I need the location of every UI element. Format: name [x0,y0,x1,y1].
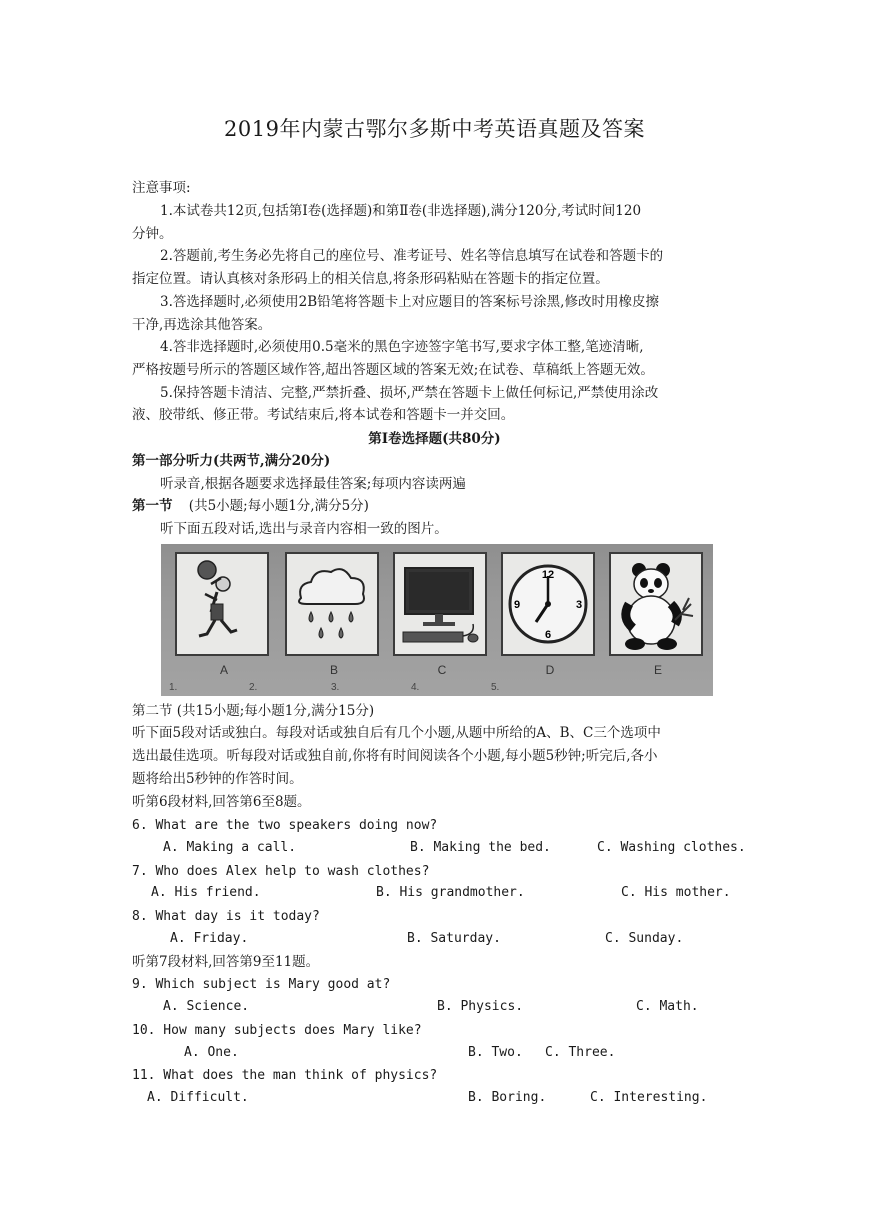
answer-blank: 1. [169,682,178,693]
question-stem: 11. What does the man think of physics? [132,1068,438,1083]
option-a: A. His friend. [151,885,261,900]
question-stem: 7. Who does Alex help to wash clothes? [132,864,430,879]
picture-panel-b [285,552,379,656]
section-instruction-line: 听下面5段对话或独白。每段对话或独自后有几个小题,从题中所给的A、B、C三个选项中 [132,725,661,741]
option-c: C. His mother. [621,885,731,900]
option-c: C. Interesting. [590,1090,708,1105]
notice-line: 4.答非选择题时,必须使用0.5毫米的黑色字迹签字笔书写,要求字体工整,笔迹清晰, [160,339,644,355]
svg-text:6: 6 [544,629,552,641]
option-b: B. Saturday. [407,931,501,946]
option-c: C. Washing clothes. [597,840,746,855]
notice-line: 分钟。 [132,226,173,242]
page-title: 2019年内蒙古鄂尔多斯中考英语真题及答案 [224,117,645,141]
notice-line: 2.答题前,考生务必先将自己的座位号、准考证号、姓名等信息填写在试卷和答题卡的 [160,248,664,264]
question-stem: 9. Which subject is Mary good at? [132,977,391,992]
part-instruction: 听录音,根据各题要求选择最佳答案;每项内容读两遍 [160,476,466,492]
section-heading [132,497,369,515]
answer-blank: 5. [491,682,500,693]
svg-text:3: 3 [575,599,583,611]
picture-label: E [653,663,662,677]
rain-cloud-icon [287,554,377,654]
clock-icon [503,554,593,654]
picture-panel-a [175,552,269,656]
notice-line: 干净,再选涂其他答案。 [132,317,272,333]
listening-pictures [161,544,713,696]
section-instruction: 听下面五段对话,选出与录音内容相一致的图片。 [160,521,448,537]
answer-blank: 2. [249,682,258,693]
section-meta: (共5小题;每小题1分,满分5分) [188,498,369,514]
svg-text:12: 12 [541,569,555,581]
notice-line: 1.本试卷共12页,包括第Ⅰ卷(选择题)和第Ⅱ卷(非选择题),满分120分,考试时间120 [160,203,642,219]
material-heading: 听第6段材料,回答第6至8题。 [132,794,311,810]
section-heading: 第二节 (共15小题;每小题1分,满分15分) [132,703,375,719]
answer-blank: 4. [411,682,420,693]
option-a: A. Science. [163,999,250,1014]
notice-line: 3.答选择题时,必须使用2B铅笔将答题卡上对应题目的答案标号涂黑,修改时用橡皮擦 [160,294,659,310]
option-b: B. Physics. [437,999,524,1014]
question-stem: 6. What are the two speakers doing now? [132,818,438,833]
picture-label: B [329,663,338,677]
panda-icon [611,554,701,654]
option-a: A. Making a call. [163,840,297,855]
picture-panel-e [609,552,703,656]
section-instruction-line: 选出最佳选项。听每段对话或独自前,你将有时间阅读各个小题,每小题5秒钟;听完后,各小 [132,748,658,764]
picture-panel-d [501,552,595,656]
notice-line: 严格按题号所示的答题区域作答,超出答题区域的答案无效;在试卷、草稿纸上答题无效。 [132,362,654,378]
option-b: B. Two. [468,1045,523,1060]
section-instruction-line: 题将给出5秒钟的作答时间。 [132,771,303,787]
option-c: C. Sunday. [605,931,684,946]
svg-text:9: 9 [513,599,521,611]
volume-heading: 第Ⅰ卷选择题(共80分) [368,431,501,447]
question-stem: 10. How many subjects does Mary like? [132,1023,422,1038]
picture-label: A [219,663,228,677]
computer-icon [395,554,485,654]
notice-line: 液、胶带纸、修正带。考试结束后,将本试卷和答题卡一并交回。 [132,407,515,423]
section-label: 第一节 [132,498,173,514]
material-heading: 听第7段材料,回答第9至11题。 [132,954,320,970]
option-c: C. Three. [545,1045,616,1060]
picture-label: D [545,663,555,677]
option-b: B. Boring. [468,1090,547,1105]
option-a: A. Difficult. [147,1090,249,1105]
question-stem: 8. What day is it today? [132,909,320,924]
option-a: A. Friday. [170,931,249,946]
basketball-player-icon [177,554,267,654]
notice-heading: 注意事项: [132,180,191,196]
option-a: A. One. [184,1045,239,1060]
part-heading: 第一部分听力(共两节,满分20分) [132,453,331,469]
notice-line: 指定位置。请认真核对条形码上的相关信息,将条形码粘贴在答题卡的指定位置。 [132,271,609,287]
option-c: C. Math. [636,999,699,1014]
answer-blank: 3. [331,682,340,693]
picture-label: C [437,663,447,677]
option-b: B. His grandmother. [376,885,525,900]
option-b: B. Making the bed. [410,840,551,855]
notice-line: 5.保持答题卡清洁、完整,严禁折叠、损坏,严禁在答题卡上做任何标记,严禁使用涂改 [160,385,659,401]
picture-panel-c [393,552,487,656]
